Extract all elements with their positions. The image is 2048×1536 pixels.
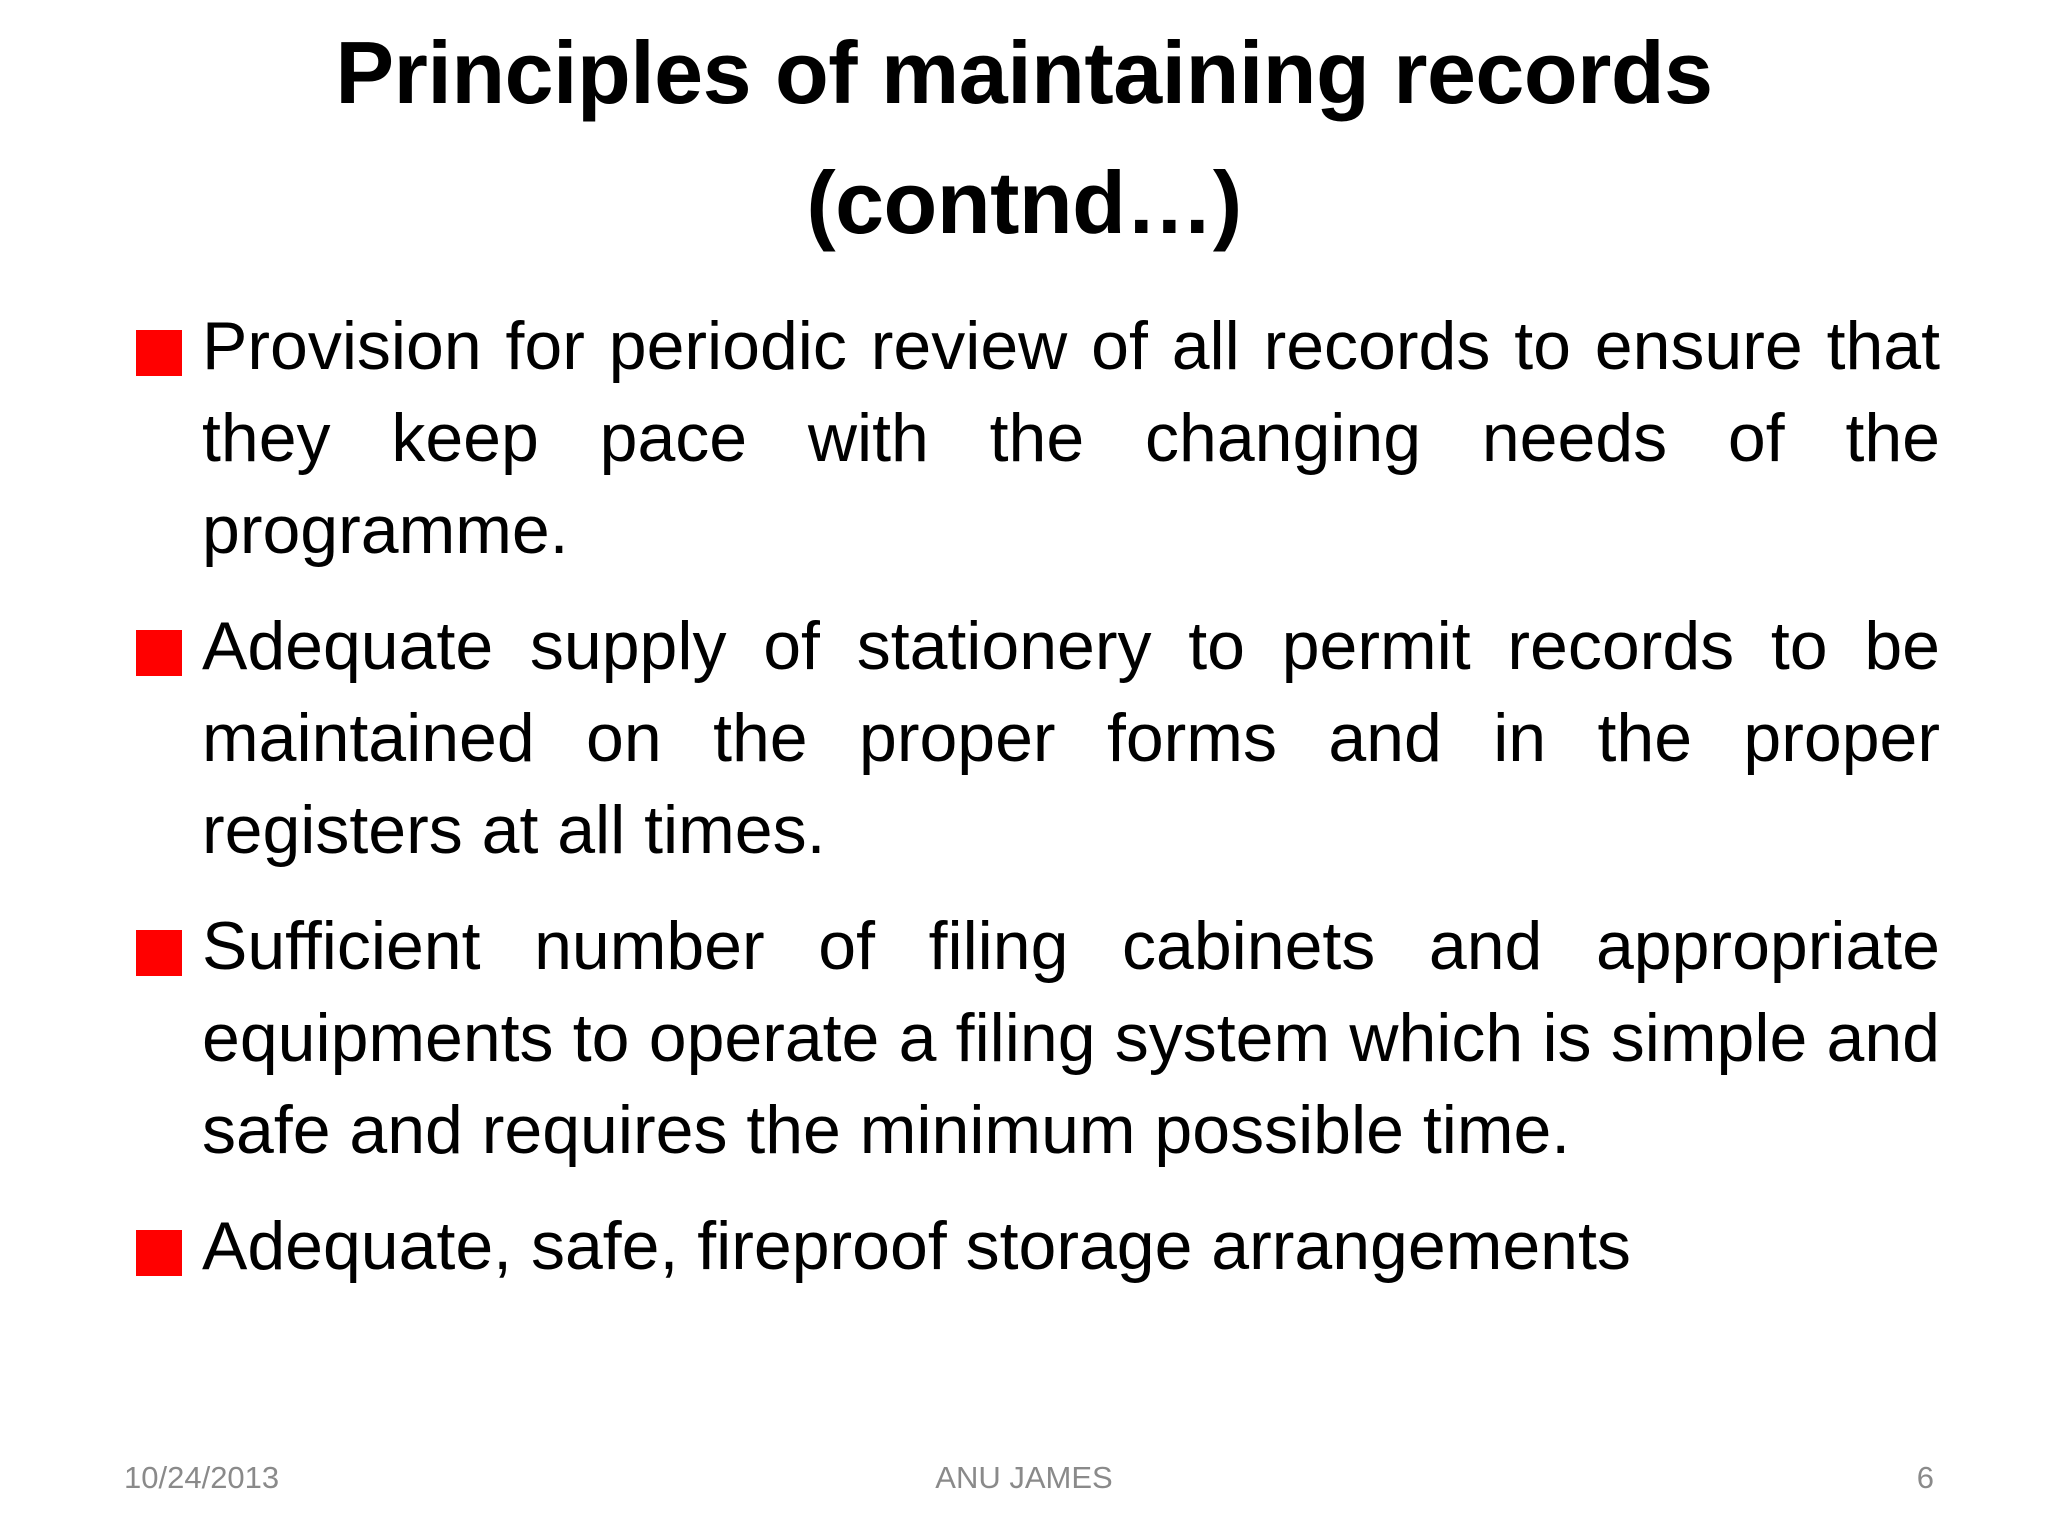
title-line-2: (contnd…) xyxy=(806,153,1242,252)
footer-author: ANU JAMES xyxy=(935,1460,1113,1495)
bullet-item xyxy=(130,900,1940,1176)
bullet-text: Adequate, safe, fireproof storage arrangements xyxy=(202,1208,1631,1284)
bullet-text: Provision for periodic review of all records to ensure that they keep pace with the changing needs of the programme. xyxy=(202,308,1940,568)
red-square-bullet-icon xyxy=(136,1230,182,1276)
slide-title xyxy=(100,8,1948,268)
bullet-text: Sufficient number of filing cabinets and appropriate equipments to operate a filing system which is simple and safe and requires the minimum possible time. xyxy=(202,908,1940,1168)
red-square-bullet-icon xyxy=(136,330,182,376)
title-line-1: Principles of maintaining records xyxy=(335,23,1713,122)
bullet-list xyxy=(130,300,1940,1316)
bullet-item xyxy=(130,600,1940,876)
red-square-bullet-icon xyxy=(136,930,182,976)
red-square-bullet-icon xyxy=(136,630,182,676)
footer-page-number: 6 xyxy=(1916,1460,1934,1495)
bullet-item xyxy=(130,300,1940,576)
footer-date: 10/24/2013 xyxy=(124,1460,280,1495)
bullet-item xyxy=(130,1200,1940,1292)
bullet-text: Adequate supply of stationery to permit records to be maintained on the proper forms and in the proper registers at all times. xyxy=(202,608,1940,868)
